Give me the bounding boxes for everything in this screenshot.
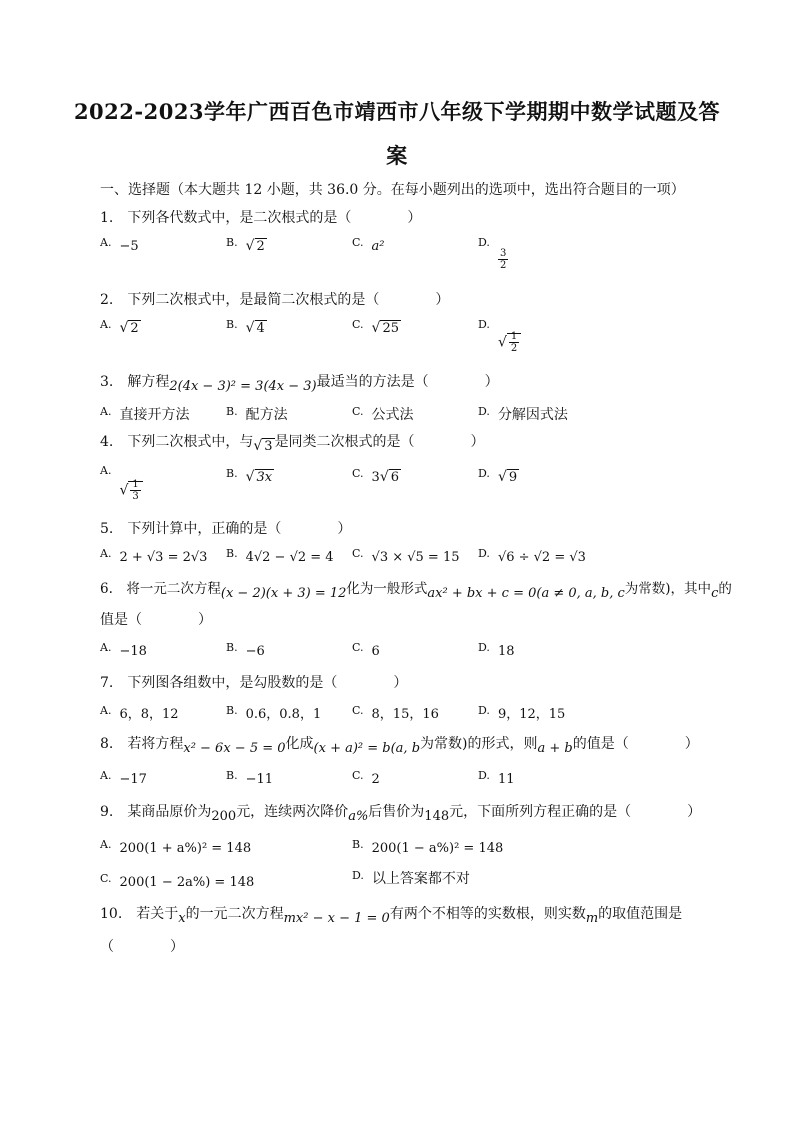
q4-option-a[interactable] [100,464,143,502]
q7-option-d[interactable]: $^{D.}$ 9，12，15 [478,704,566,722]
q6-option-a[interactable]: $^{A.}$ −18 [100,641,147,659]
fraction: $\frac{1}{3}$ [132,478,139,502]
sqrt-icon: √ 6 [379,469,400,485]
question-6-stem: 6. 将一元二次方程(x − 2)(x + 3) = 12化为一般形式ax² + bx + c = 0(a ≠ 0, a, b, c为常数)，其中c的 [100,581,732,601]
option-label: B. [226,547,238,560]
q4-option-c[interactable]: $^{C.}$ 3√ 6 [352,467,400,485]
equation: x² − 6x − 5 = 0 [183,741,286,756]
sqrt-icon: √ $\frac{1}{2}$ [498,331,521,354]
q4-option-b[interactable] [226,467,274,485]
option-label: D. [478,704,490,717]
question-5-stem: 5. 下列计算中，正确的是（ ） [100,521,352,537]
q5-option-c[interactable]: $^{C.}$ √3 × √5 = 15 [352,547,460,565]
q6-option-d[interactable]: $^{D.}$ 18 [478,641,515,659]
sqrt-icon: √ 2 [119,320,139,336]
equation: (x + a)² = b(a, b [313,741,421,756]
option-label: C. [352,704,364,717]
question-10-stem: 10. 若关于x的一元二次方程mx² − x − 1 = 0有两个不相等的实数根，则实数m的取值范围是 [100,906,683,926]
q3-option-b[interactable]: $^{B.}$ 配方法 [226,405,288,423]
option-label: A. [100,641,112,654]
q8-option-d[interactable]: $^{D.}$ 11 [478,769,515,787]
sqrt-icon: √ 3 [253,438,273,454]
section-heading: 一、选择题（本大题共 12 小题，共 36.0 分。在每小题列出的选项中，选出符合题目的一项） [100,182,685,198]
equation: (x − 2)(x + 3) = 12 [220,586,347,601]
option-label: A. [100,704,112,717]
q6-option-c[interactable]: $^{C.}$ 6 [352,641,380,659]
option-label: B. [226,318,238,331]
q7-option-b[interactable]: $^{B.}$ 0.6，0.8，1 [226,704,322,722]
option-label: C. [352,405,364,418]
q9-option-a[interactable]: $^{A.}$ 200(1 + a%)² = 148 [100,838,252,856]
question-1-stem: 1. 下列各代数式中，是二次根式的是（ ） [100,210,422,226]
sqrt-icon: √ 3x [245,469,273,485]
option-label: B. [226,236,238,249]
question-3-stem: 3. 解方程2(4x − 3)² = 3(4x − 3)最适当的方法是（ ） [100,374,499,394]
option-label: D. [478,641,490,654]
option-label: C. [352,641,364,654]
option-label: B. [226,405,238,418]
equation: ax² + bx + c = 0(a ≠ 0, a, b, c [427,586,625,601]
option-label: C. [352,547,364,560]
q2-option-b[interactable] [226,318,267,336]
q8-option-a[interactable]: $^{A.}$ −17 [100,769,147,787]
q3-option-a[interactable]: $^{A.}$ 直接开方法 [100,405,190,423]
q8-option-c[interactable]: $^{C.}$ 2 [352,769,380,787]
question-4-stem: 4. 下列二次根式中，与√ 3 是同类二次根式的是（ ） [100,434,485,454]
q1-option-a[interactable]: $^{A.}$ −5 [100,236,139,254]
q7-option-c[interactable]: $^{C.}$ 8，15，16 [352,704,439,722]
option-label: D. [478,547,490,560]
option-label: B. [226,704,238,717]
sqrt-icon: √ 4 [245,320,265,336]
q9-option-c[interactable]: $^{C.}$ 200(1 − 2a%) = 148 [100,872,255,890]
q6-option-b[interactable]: $^{B.}$ −6 [226,641,265,659]
option-label: A. [100,464,112,477]
q3-option-d[interactable]: $^{D.}$ 分解因式法 [478,405,568,423]
option-label: A. [100,318,112,331]
q5-option-a[interactable]: $^{A.}$ 2 + √3 = 2√3 [100,547,208,565]
option-label: B. [226,641,238,654]
q7-option-a[interactable]: $^{A.}$ 6，8，12 [100,704,179,722]
q1-option-b[interactable] [226,236,267,254]
sqrt-icon: √ 9 [497,469,518,485]
equation: 2(4x − 3)² = 3(4x − 3) [169,379,317,394]
q2-option-c[interactable] [352,318,401,336]
q1-option-c[interactable]: $^{C.}$ a² [352,236,385,254]
question-2-stem: 2. 下列二次根式中，是最简二次根式的是（ ） [100,292,450,308]
option-label: A. [100,769,112,782]
option-label: D. [478,405,490,418]
question-7-stem: 7. 下列图各组数中，是勾股数的是（ ） [100,675,408,691]
q5-option-b[interactable]: $^{B.}$ 4√2 − √2 = 4 [226,547,334,565]
equation: mx² − x − 1 = 0 [283,911,390,926]
equation: a + b [537,741,573,756]
option-label: B. [226,467,238,480]
q5-option-d[interactable]: $^{D.}$ √6 ÷ √2 = √3 [478,547,586,565]
option-label: A. [100,405,112,418]
page-title-continued: 案 [386,143,408,168]
option-label: D. [478,318,490,331]
option-label: C. [352,318,364,331]
q4-option-d[interactable] [478,467,519,485]
option-label: C. [352,236,364,249]
option-label: B. [352,838,364,851]
question-8-stem: 8. 若将方程x² − 6x − 5 = 0化成(x + a)² = b(a, b为常数)的形式，则a + b的值是（ ） [100,736,699,756]
fraction: $\frac{3}{2}$ [499,248,507,271]
option-label: D. [478,236,490,249]
q9-option-d[interactable]: $^{D.}$ 以上答案都不对 [352,869,470,887]
page-title: 2022-2023学年广西百色市靖西市八年级下学期期中数学试题及答 [73,99,721,124]
q8-option-b[interactable]: $^{B.}$ −11 [226,769,274,787]
sqrt-icon: √ 25 [371,320,399,336]
option-label: C. [352,769,364,782]
option-label: A. [100,838,112,851]
option-label: A. [100,547,112,560]
sqrt-icon: √ 2 [245,238,265,254]
option-label: A. [100,236,112,249]
option-label: C. [352,467,364,480]
option-label: D. [478,467,490,480]
option-label: D. [352,869,364,882]
question-9-stem: 9. 某商品原价为200元，连续两次降价a%后售价为148元，下面所列方程正确的是（ ） [100,804,702,824]
option-label: D. [478,769,490,782]
fraction: $\frac{1}{2}$ [510,330,518,354]
question-10-stem-continued: （ ） [100,939,184,955]
sqrt-icon: √ $\frac{1}{3}$ [119,479,142,502]
q9-option-b[interactable]: $^{B.}$ 200(1 − a%)² = 148 [352,838,504,856]
q1-option-d[interactable] [478,236,508,271]
q2-option-a[interactable] [100,318,141,336]
q3-option-c[interactable]: $^{C.}$ 公式法 [352,405,414,423]
option-label: C. [100,872,112,885]
question-6-stem-continued: 值是（ ） [100,612,212,628]
q2-option-d[interactable] [478,318,521,354]
option-label: B. [226,769,238,782]
